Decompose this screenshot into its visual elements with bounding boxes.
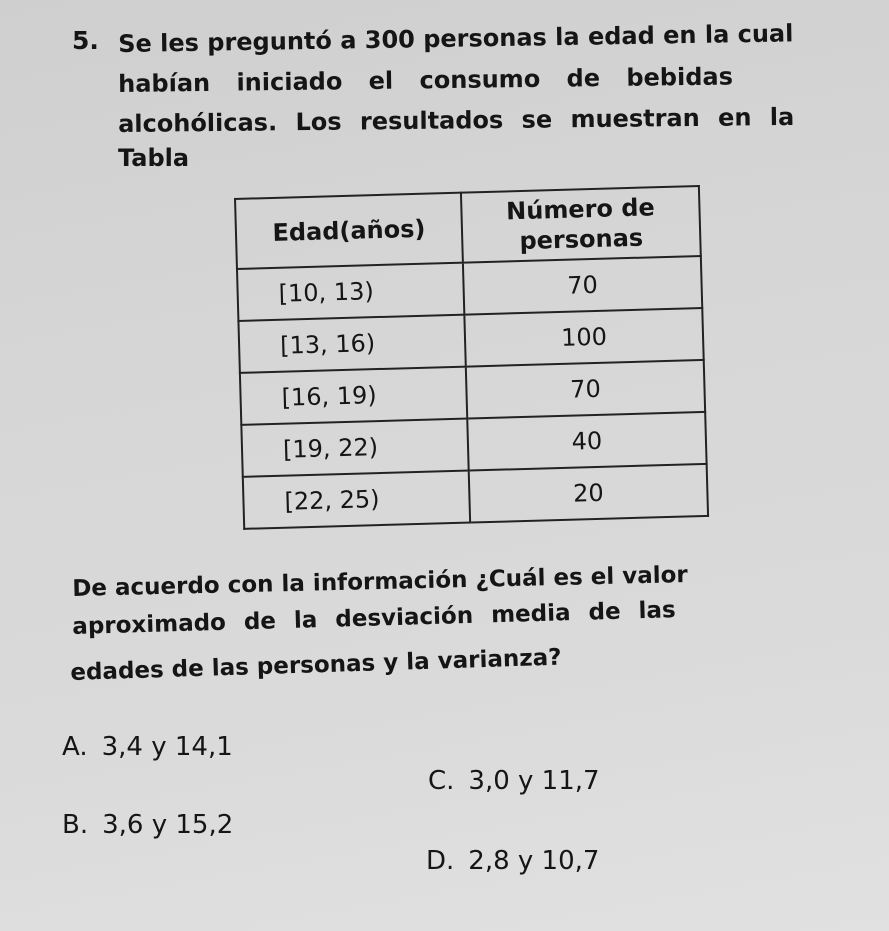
- table-cell-age: [10, 13): [237, 263, 464, 321]
- table-header-count: Número de personas: [461, 186, 701, 263]
- option-b[interactable]: [62, 810, 233, 840]
- option-c-letter: C.: [428, 766, 455, 796]
- question-stem-line-3: alcohólicas. Los resultados se muestran en la: [118, 102, 795, 138]
- option-d[interactable]: [426, 846, 599, 876]
- table-cell-age: [19, 22): [241, 419, 468, 477]
- option-c-text: 3,0 y 11,7: [468, 766, 600, 796]
- age-frequency-table: [234, 185, 709, 530]
- question-stem-line-4: Tabla: [118, 144, 190, 172]
- table-header-row: [235, 186, 701, 269]
- option-a-letter: A.: [62, 732, 88, 762]
- table-cell-age: [22, 25): [243, 471, 470, 529]
- table-cell-count: 40: [467, 412, 706, 471]
- prompt-line-3: edades de las personas y la varianza?: [70, 644, 562, 686]
- table-cell-age: [16, 19): [240, 367, 467, 425]
- option-a-text: 3,4 y 14,1: [101, 732, 233, 762]
- question-stem-line-1: Se les preguntó a 300 personas la edad en la cual: [118, 19, 794, 58]
- question-stem-line-2: habían iniciado el consumo de bebidas: [118, 62, 734, 98]
- option-c[interactable]: [428, 766, 600, 796]
- option-b-text: 3,6 y 15,2: [102, 810, 234, 840]
- table-header-age: Edad(años): [235, 193, 463, 269]
- option-d-letter: D.: [426, 846, 455, 876]
- table-cell-age: [13, 16): [238, 315, 465, 373]
- table-cell-count: 20: [469, 464, 708, 523]
- option-d-text: 2,8 y 10,7: [468, 846, 600, 876]
- table-cell-count: 70: [466, 360, 705, 419]
- table-cell-count: 100: [464, 308, 703, 367]
- prompt-line-2: aproximado de la desviación media de las: [72, 597, 677, 640]
- prompt-line-1: De acuerdo con la información ¿Cuál es el valor: [72, 562, 689, 602]
- option-a[interactable]: [62, 732, 233, 762]
- option-b-letter: B.: [62, 810, 89, 840]
- table-cell-count: 70: [463, 256, 702, 315]
- question-number: 5.: [72, 26, 99, 55]
